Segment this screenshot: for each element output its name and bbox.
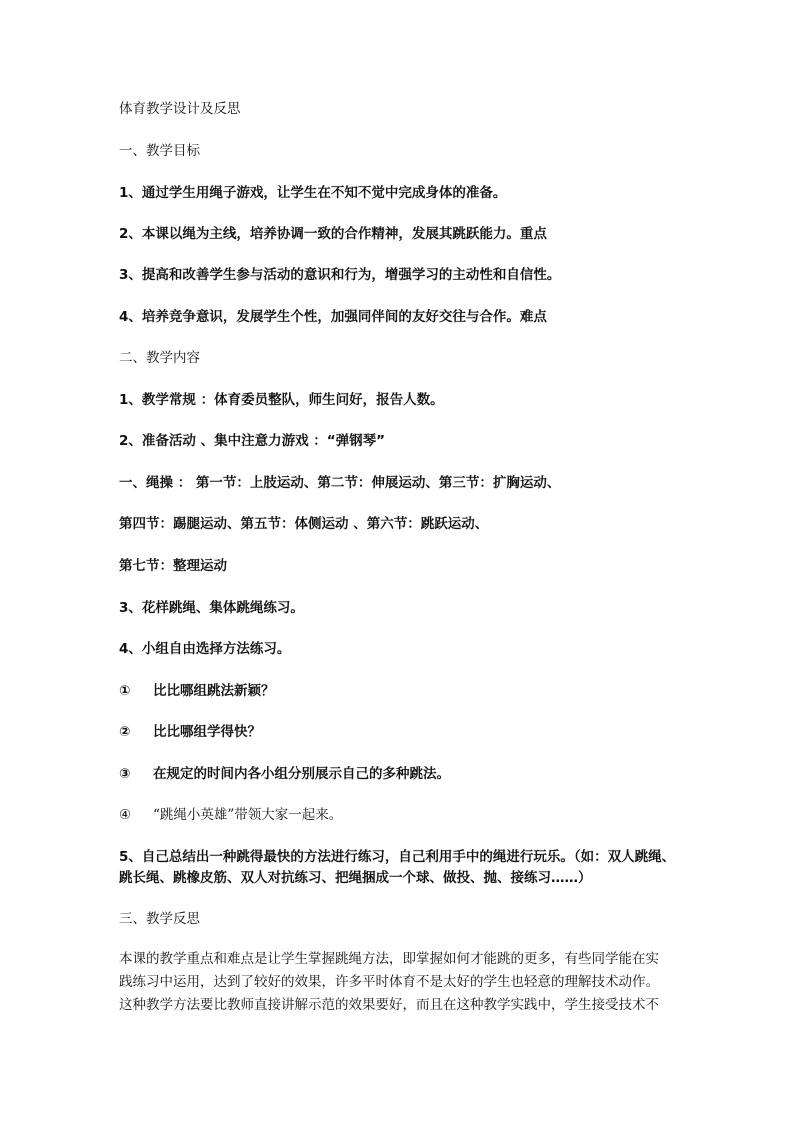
sub-item-text: 比比哪组跳法新颖？	[153, 683, 275, 699]
goal-item-3: 3、提高和改善学生参与活动的意识和行为，增强学习的主动性和自信性。	[119, 267, 561, 283]
document-title: 体育教学设计及反思	[119, 101, 241, 117]
content-item-5-line-2: 跳长绳、跳橡皮筋、双人对抗练习、把绳捆成一个球、做投、抛、接练习……）	[119, 870, 592, 886]
rope-exercise-line-1: 一、绳操 ： 第一节：上肢运动、第二节：伸展运动、第三节：扩胸运动、	[119, 475, 561, 491]
goal-item-1: 1、通过学生用绳子游戏，让学生在不知不觉中完成身体的准备。	[119, 185, 507, 201]
sub-item-number: ②	[119, 724, 131, 740]
rope-exercise-line-3: 第七节：整理运动	[119, 558, 227, 574]
section-heading-content: 二、教学内容	[119, 350, 200, 366]
sub-item-text: “跳绳小英雄”带领大家一起来。	[153, 807, 343, 823]
content-item-4: 4、小组自由选择方法练习。	[119, 641, 291, 657]
reflection-paragraph	[119, 948, 684, 1017]
sub-item-number: ④	[119, 807, 132, 823]
sub-item-text: 在规定的时间内各小组分别展示自己的多种跳法。	[153, 766, 450, 782]
content-warmup: 2、准备活动 、集中注意力游戏 ：“弹钢琴”	[119, 433, 386, 449]
sub-item-text: 比比哪组学得快？	[153, 724, 261, 740]
section-heading-goals: 一、教学目标	[119, 143, 200, 159]
section-heading-reflection: 三、教学反思	[119, 911, 200, 927]
content-routine: 1、教学常规 ：体育委员整队，师生问好，报告人数。	[119, 392, 444, 408]
reflection-line: 本课的教学重点和难点是让学生掌握跳绳方法，即掌握如何才能跳的更多，有些同学能在实	[119, 951, 659, 967]
sub-item-4	[119, 805, 342, 825]
content-item-5-line-1: 5、自己总结出一种跳得最快的方法进行练习，自己利用手中的绳进行玩乐。（如：双人跳绳、	[119, 849, 676, 865]
goal-item-2: 2、本课以绳为主线，培养协调一致的合作精神，发展其跳跃能力。重点	[119, 226, 547, 242]
reflection-line: 践练习中运用，达到了较好的效果，许多平时体育不是太好的学生也轻意的理解技术动作。	[119, 974, 659, 990]
goal-item-4: 4、培养竞争意识，发展学生个性，加强同伴间的友好交往与合作。难点	[119, 309, 547, 325]
sub-item-number: ①	[119, 683, 131, 699]
sub-item-3	[119, 764, 450, 784]
sub-item-1	[119, 681, 275, 701]
content-item-3: 3、花样跳绳、集体跳绳练习。	[119, 600, 304, 616]
sub-item-2	[119, 722, 261, 742]
sub-item-number: ③	[119, 766, 131, 782]
reflection-line: 这种教学方法要比教师直接讲解示范的效果要好，而且在这种教学实践中，学生接受技术不	[119, 997, 659, 1013]
rope-exercise-line-2: 第四节：踢腿运动、第五节：体侧运动 、第六节：跳跃运动、	[119, 516, 489, 532]
